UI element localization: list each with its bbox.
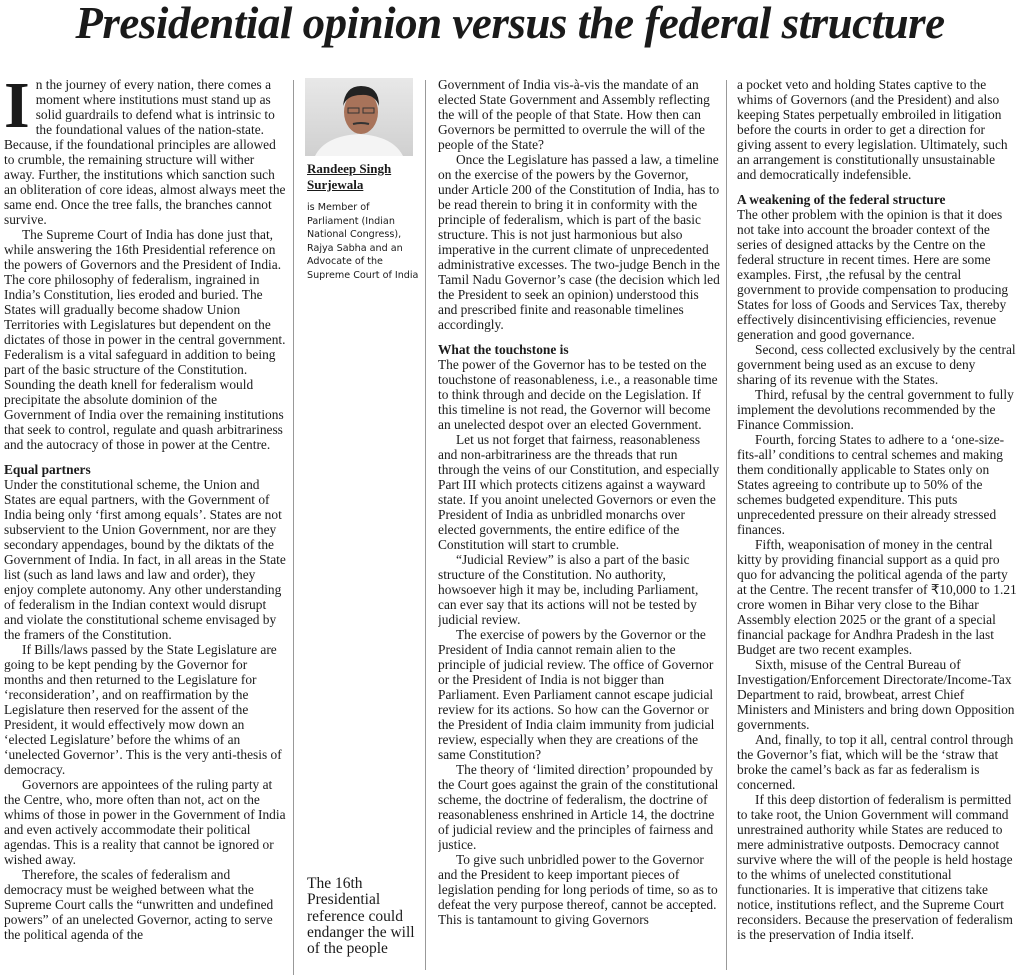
paragraph: The other problem with the opinion is that it does not take into account the broader context of the series of designed attacks by the Centre on the federal structure in recent times. Here are some examples. First, ,the refusal by the central government to provide compensation to producing States for loss of Goods and Services Tax, thereby effectively disincentivising efficiencies, revenue generation and good governance. <box>737 207 1009 342</box>
paragraph: “Judicial Review” is also a part of the basic structure of the Constitution. No authority, howsoever high it may be, including Parliament, can ever say that its actions will not be tested by judicial review. <box>438 552 699 627</box>
article-column-4 <box>737 77 1017 980</box>
column-divider <box>425 80 426 970</box>
section-heading: A weakening of the federal structure <box>737 192 946 207</box>
paragraph: Third, refusal by the central government to fully implement the devolutions recommended by the Finance Commission. <box>737 387 1014 432</box>
article-column-3 <box>438 77 720 980</box>
author-bio: is Member of Parliament (Indian National Congress), Rajya Sabha and an Advocate of the Supreme Court of India <box>307 202 419 281</box>
paragraph: If Bills/laws passed by the State Legislature are going to be kept pending by the Governor for months and then returned to the Legislature for ‘reconsideration’, and on reaffirmation by the Legislature then reserved for the assent of the President, it would effectively mow down an ‘elected Legislature’ before the whims of an ‘unelected Governor’. This is the very anti-thesis of democracy. <box>4 642 282 777</box>
headline: Presidential opinion versus the federal structure <box>75 0 945 48</box>
paragraph: If this deep distortion of federalism is permitted to take root, the Union Government will command unrestrained authority while States are reduced to mere administrative outposts. Democracy cannot survive where the will of the people is held hostage to the whims of unelected constitutional functionaries. It is imperative that citizens take notice, institutions reflect, and the Supreme Court reconsiders. Because the preservation of federalism is the preservation of India itself. <box>737 792 1013 942</box>
paragraph: Fourth, forcing States to adhere to a ‘one-size-fits-all’ conditions to central schemes and making them conditionally applicable to States only on States agreeing to contribute up to 50% of the schemes budgeted expenditure. This puts unprecedented pressure on their already stressed finances. <box>737 432 1005 537</box>
paragraph: And, finally, to top it all, central control through the Governor’s fiat, which will be the ‘straw that broke the camel’s back as far as federalism is concerned. <box>737 732 1014 792</box>
pull-quote: The 16th Presidential reference could endanger the will of the people <box>307 875 415 958</box>
column-divider <box>293 80 294 975</box>
column-divider <box>726 80 727 970</box>
paragraph: Second, cess collected exclusively by the central government being used as an excuse to deny sharing of its revenue with the States. <box>737 342 1016 387</box>
paragraph: The power of the Governor has to be tested on the touchstone of reasonableness, i.e., a reasonable time to think through and decide on the Legislation. If this timeline is not read, the Governor will become an unelected despot over an elected Government. <box>438 357 718 432</box>
section-heading: What the touchstone is <box>438 342 569 357</box>
paragraph: a pocket veto and holding States captive to the whims of Governors (and the President) and also keeping States perpetually embroiled in litigation before the courts in order to get a direction for giving assent to every legislation. Ultimately, such an arrangement is constitutionally unsustainable and democratically indefensible. <box>737 77 1008 182</box>
paragraph: Under the constitutional scheme, the Union and States are equal partners, with the Government of India being only ‘first among equals’. States are not subservient to the Union Government, nor are they secondary appendages, bound by the diktats of the Government of India. In fact, in all areas in the State list (such as land laws and law and order), they enjoy complete autonomy. Any other understanding of federalism in the Indian context would disrupt and violate the constitutional scheme envisaged by the framers of the Constitution. <box>4 477 286 642</box>
author-photo <box>305 78 413 156</box>
paragraph: Fifth, weaponisation of money in the central kitty by providing financial support as a quid pro quo for advancing the political agenda of the party at the Centre. The recent transfer of ₹10,000 to 1.21 crore women in Bihar very close to the Bihar Assembly election 2025 or the grant of a special financial package for Andhra Pradesh in the last Budget are two recent examples. <box>737 537 1017 657</box>
paragraph: Government of India vis-à-vis the mandate of an elected State Government and Assembly reflecting the will of the people of that State. How then can Governors be permitted to overrule the will of the people of the State? <box>438 77 710 152</box>
paragraph: To give such unbridled power to the Governor and the President to keep important pieces of legislation pending for long periods of time, so as to defeat the very purpose thereof, cannot be accepted. This is tantamount to giving Governors <box>438 852 718 927</box>
section-heading: Equal partners <box>4 462 91 477</box>
paragraph: n the journey of every nation, there comes a moment where institutions must stand up as solid guardrails to defend what is intrinsic to the foundational values of the nation-state. Because, if the foundational principles are allowed to crumble, the remaining structure will wither away. Further, the institutions which sanction such an obliteration of core ideas, almost always meet the same end. Once the tree falls, the branches cannot survive. <box>4 77 286 227</box>
paragraph: The Supreme Court of India has done just that, while answering the 16th Presidential reference on the powers of Governors and the President of India. The core philosophy of federalism, ingrained in India’s Constitution, lies eroded and buried. The States will gradually become shadow Union Territories with Legislatures but dependent on the dictates of those in power in the central government. Federalism is a vital safeguard in addition to being part of the basic structure of the Constitution. Sounding the death knell for federalism would precipitate the absolute dominion of the Government of India over the remaining institutions that seek to control, regulate and quash arbitrariness and the autocracy of those in power at the Centre. <box>4 227 286 452</box>
paragraph: Governors are appointees of the ruling party at the Centre, who, more often than not, act on the whims of those in power in the Government of India and even actively accommodate their political agendas. This is a reality that cannot be ignored or wished away. <box>4 777 286 867</box>
article-column-1 <box>4 77 286 980</box>
paragraph: Therefore, the scales of federalism and democracy must be weighed between what the Supreme Court calls the “unwritten and undefined powers” of an unelected Governor, acting to serve the political agenda of the <box>4 867 274 942</box>
paragraph: The theory of ‘limited direction’ propounded by the Court goes against the grain of the constitutional scheme, the doctrine of federalism, the doctrine of reasonableness enshrined in Article 14, the doctrine of judicial review and the principles of fairness and justice. <box>438 762 719 852</box>
paragraph: Once the Legislature has passed a law, a timeline on the exercise of the powers by the Governor, under Article 200 of the Constitution of India, has to be read therein to bring it in conformity with the principle of federalism, which is part of the basic structure. This is not just harmonious but also imperative in the current climate of unprecedented administrative excesses. The two-judge Bench in the Tamil Nadu Governor’s case (the decision which led the President to seek an opinion) understood this and prescribed finite and reasonable timelines accordingly. <box>438 152 720 332</box>
paragraph: The exercise of powers by the Governor or the President of India cannot remain alien to the principle of judicial review. The office of Governor or the President of India is not bigger than Parliament. Even Parliament cannot escape judicial review for its actions. So how can the Governor or the President of India claim immunity from judicial review, especially when they are creations of the same Constitution? <box>438 627 715 762</box>
drop-cap: I <box>4 77 30 142</box>
paragraph: Sixth, misuse of the Central Bureau of Investigation/Enforcement Directorate/Income-Tax Department to raid, browbeat, arrest Chief Ministers and Ministers and bring down Opposition governments. <box>737 657 1015 732</box>
author-name[interactable]: Randeep Singh Surjewala <box>307 161 392 192</box>
paragraph: Let us not forget that fairness, reasonableness and non-arbitrariness are the threads that run through the veins of our Constitution, and especially Part III which protects citizens against a wayward state. If you anoint unelected Governors or even the President of India as unbridled monarchs over elected governments, the entire edifice of the Constitution will start to crumble. <box>438 432 720 552</box>
